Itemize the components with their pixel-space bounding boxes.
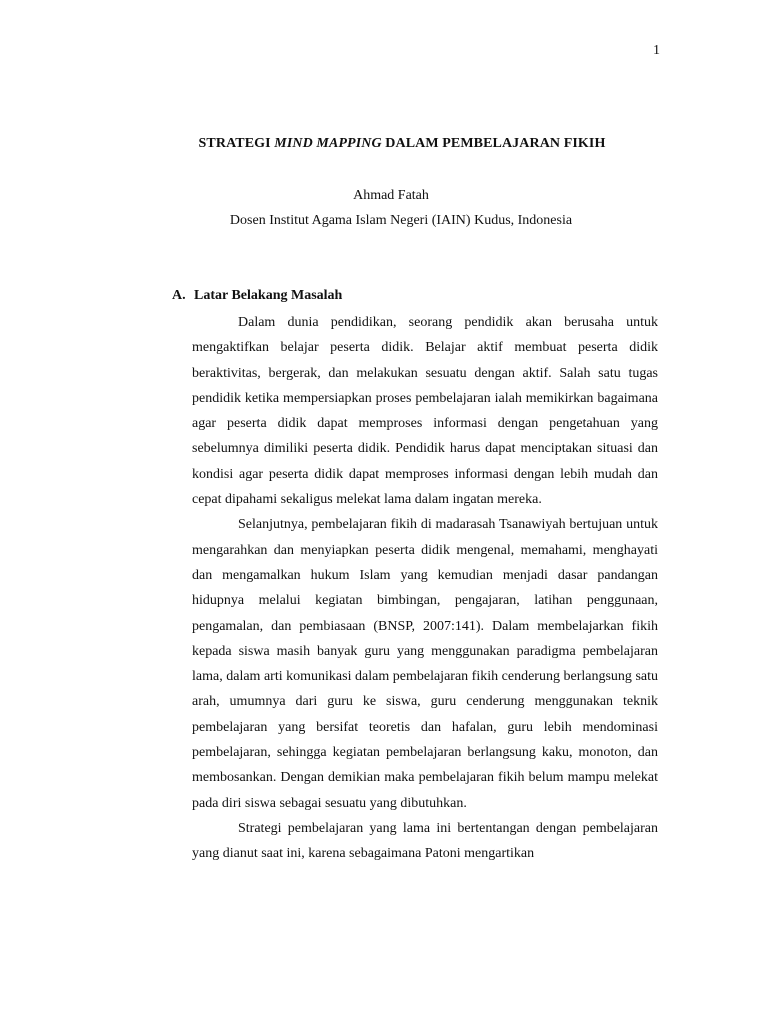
section-body (192, 310, 658, 867)
section-letter: A. (172, 288, 186, 303)
paper-title (0, 136, 768, 152)
paragraph: Dalam dunia pendidikan, seorang pendidik akan berusaha untuk mengaktifkan belajar peserta didik. Belajar aktif membuat peserta didik beraktivitas, bergerak, dan melakukan sesuatu dengan aktif. Salah satu tugas pendidik ketika mempersiapkan proses pembelajaran ialah memikirkan bagaimana agar peserta didik dapat memproses informasi dengan pengetahuan yang sebelumnya dimiliki peserta didik. Pendidik harus dapat menciptakan situasi dan kondisi agar peserta didik dapat memproses informasi dengan lebih mudah dan cepat dipahami sekaligus melekat lama dalam ingatan mereka. (192, 315, 658, 508)
author-affiliation: Dosen Institut Agama Islam Negeri (IAIN) Kudus, Indonesia (229, 213, 573, 228)
paragraph: Strategi pembelajaran yang lama ini bertentangan dengan pembelajaran yang dianut saat ini, karena sebagaimana Patoni mengartikan (192, 820, 658, 862)
title-part-italic: MIND MAPPING (274, 136, 382, 151)
title-part-after: DALAM PEMBELAJARAN FIKIH (381, 136, 606, 151)
section-heading (172, 288, 342, 304)
paragraph: Selanjutnya, pembelajaran fikih di madarasah Tsanawiyah bertujuan untuk mengarahkan dan menyiapkan peserta didik mengenal, memahami, menghayati dan mengamalkan hukum Islam yang kemudian menjadi dasar pandangan hidupnya melalui kegiatan bimbingan, pengajaran, latihan penggunaan, pengamalan, dan pembiasaan (BNSP, 2007:141). Dalam membelajarkan fikih kepada siswa masih banyak guru yang menggunakan paradigma pembelajaran lama, dalam arti komunikasi dalam pembelajaran fikih cenderung berlangsung satu arah, umumnya dari guru ke siswa, guru cenderung menggunakan teknik pembelajaran yang bersifat teoretis dan hafalan, guru lebih mendominasi pembelajaran, sehingga kegiatan pembelajaran berlangsung kaku, monoton, dan membosankan. Dengan demikian maka pembelajaran fikih belum mampu melekat pada diri siswa sebagai sesuatu yang dibutuhkan. (192, 517, 658, 811)
author-name: Ahmad Fatah (353, 188, 429, 203)
page-number: 1 (653, 43, 660, 58)
section-heading-text: Latar Belakang Masalah (194, 288, 343, 303)
title-part-before: STRATEGI (198, 136, 275, 151)
